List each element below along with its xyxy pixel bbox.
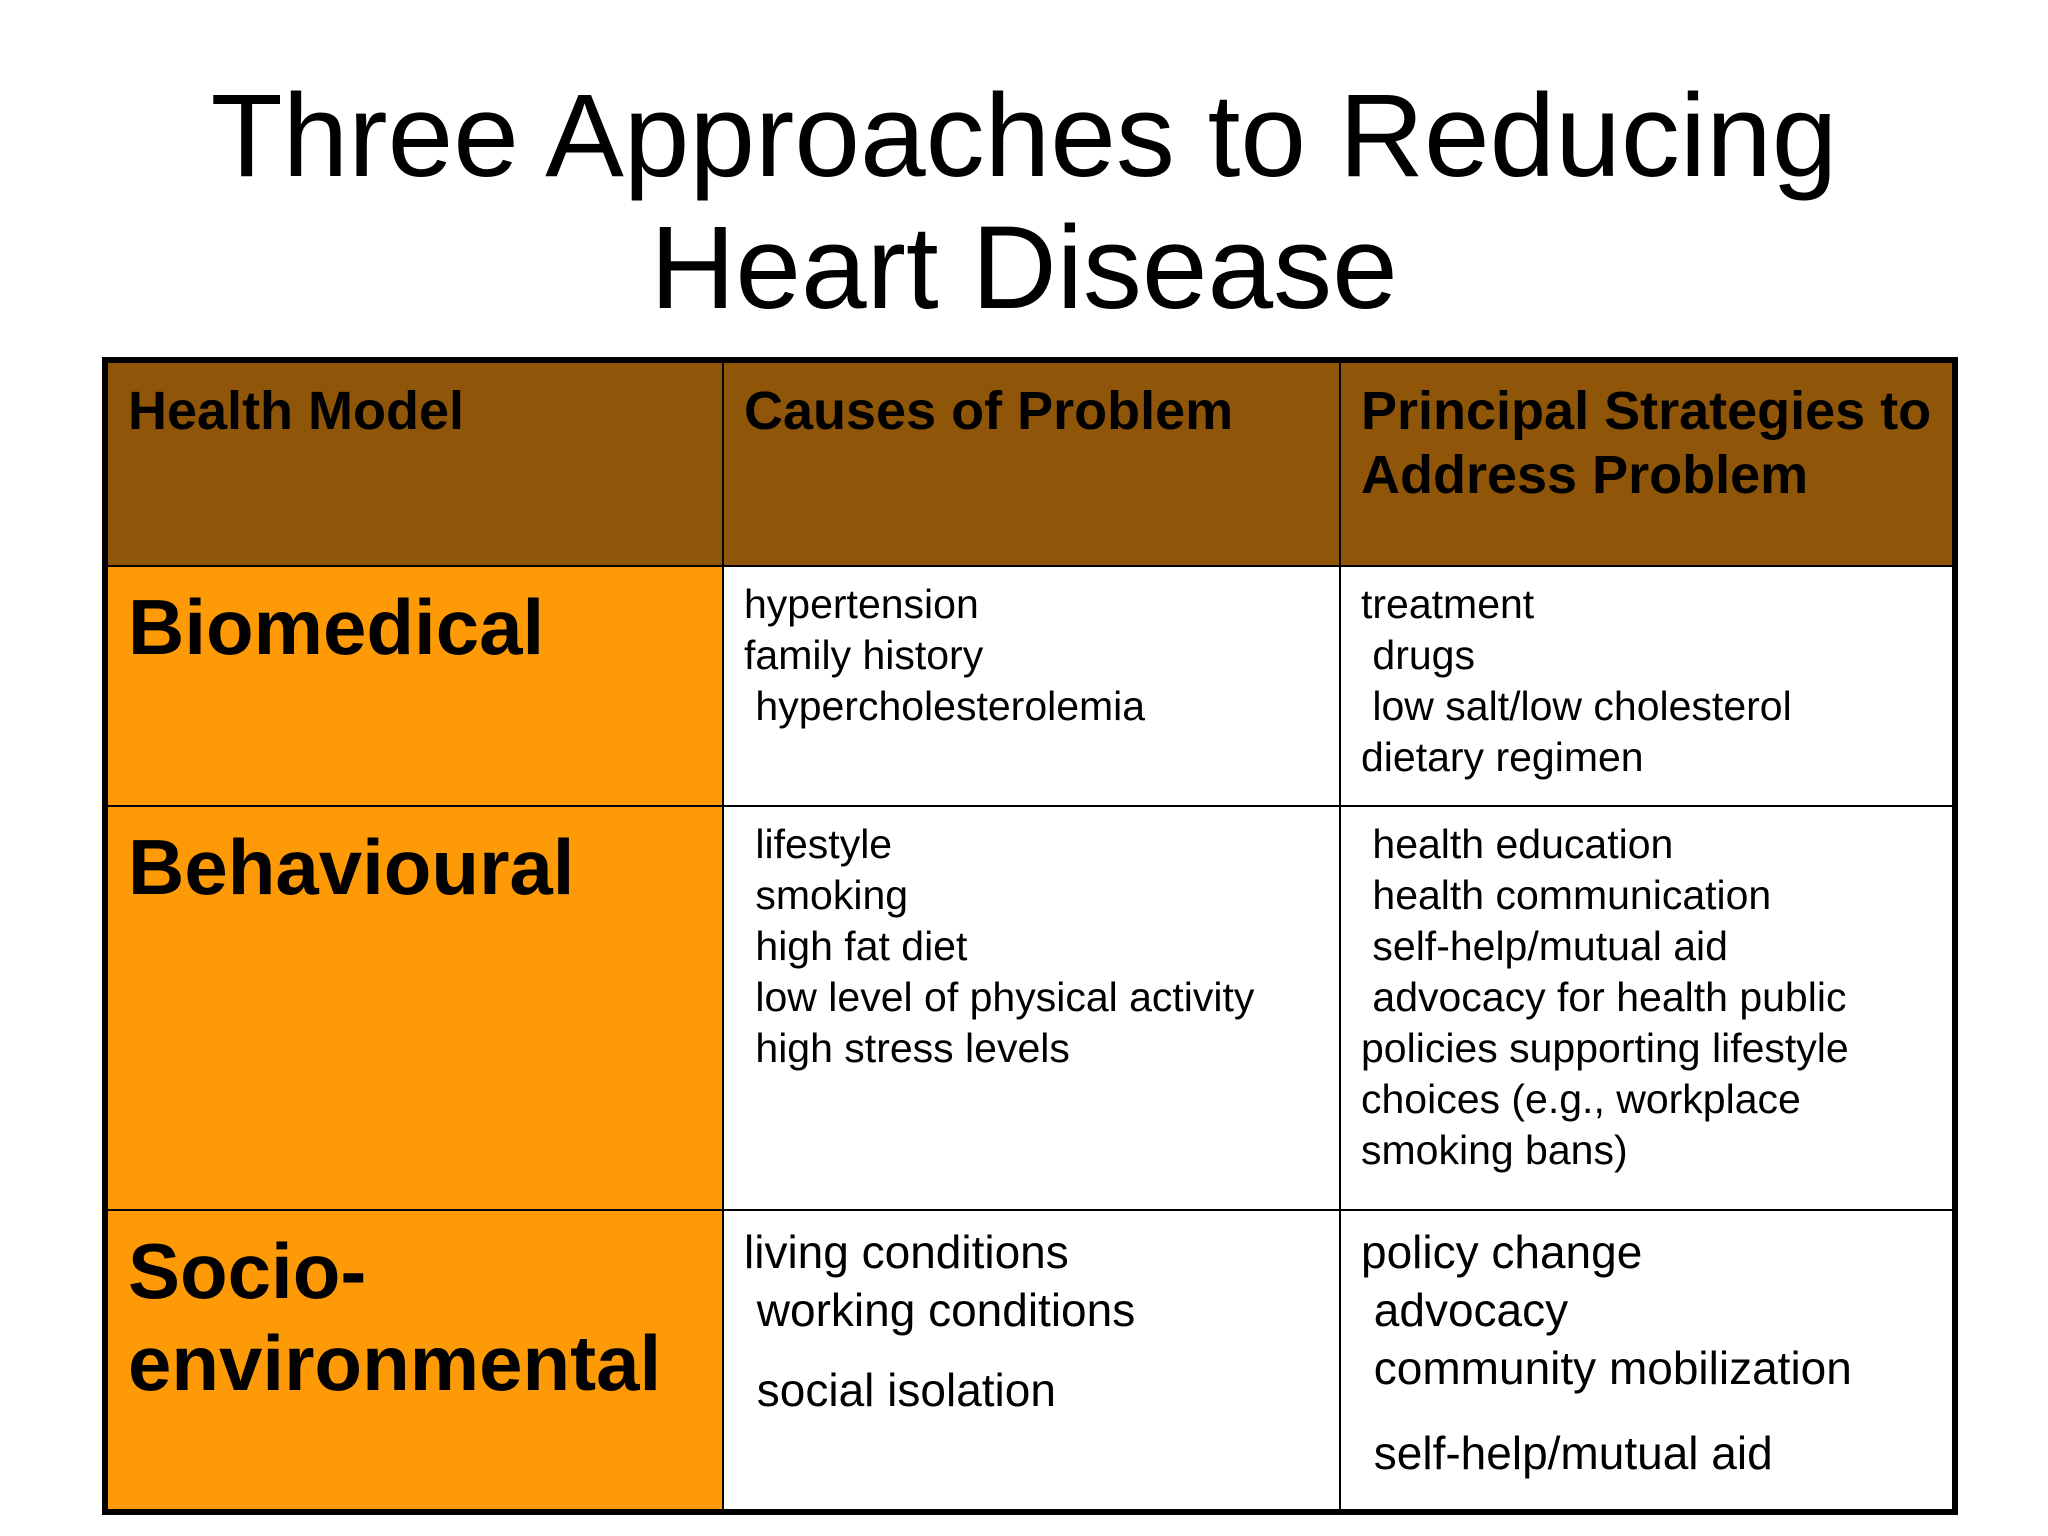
model-label-line-1: Socio- [128, 1227, 367, 1315]
model-cell-biomedical: Biomedical [105, 566, 723, 806]
strategy-item: advocacy [1361, 1284, 1569, 1336]
cause-item: smoking [744, 872, 909, 918]
cause-item: living conditions [744, 1226, 1069, 1278]
strategy-item: policy change [1361, 1226, 1643, 1278]
strategies-cell-behavioural [1340, 806, 1955, 1210]
cause-item: high fat diet [744, 923, 968, 969]
strategies-cell-biomedical [1340, 566, 1955, 806]
table-row-biomedical [105, 566, 1955, 806]
causes-cell-biomedical [723, 566, 1340, 806]
strategies-cell-socio-environmental [1340, 1210, 1955, 1512]
cause-item: lifestyle [744, 821, 893, 867]
strategy-item: policies supporting lifestyle [1361, 1025, 1849, 1071]
approaches-table [102, 357, 1958, 1515]
model-label-line-2: environmental [128, 1319, 662, 1407]
strategy-item: health education [1361, 821, 1674, 867]
strategy-item: low salt/low cholesterol [1361, 683, 1792, 729]
slide-title [0, 70, 2048, 334]
cause-item: hypercholesterolemia [744, 683, 1146, 729]
cause-item: social isolation [744, 1364, 1056, 1416]
strategy-item: drugs [1361, 632, 1475, 678]
causes-cell-behavioural [723, 806, 1340, 1210]
causes-cell-socio-environmental [723, 1210, 1340, 1512]
strategy-item: smoking bans) [1361, 1127, 1628, 1173]
slide-title-line-1: Three Approaches to Reducing [210, 70, 1838, 202]
strategy-item: community mobilization [1361, 1342, 1852, 1394]
header-causes: Causes of Problem [723, 360, 1340, 566]
strategy-item: advocacy for health public [1361, 974, 1847, 1020]
cause-item: working conditions [744, 1284, 1136, 1336]
slide-title-line-2: Heart Disease [650, 202, 1398, 334]
cause-item: high stress levels [744, 1025, 1070, 1071]
strategy-item: dietary regimen [1361, 734, 1644, 780]
strategy-item: treatment [1361, 581, 1535, 627]
cause-item: hypertension [744, 581, 979, 627]
model-cell-socio-environmental [105, 1210, 723, 1512]
table-row-socio-environmental [105, 1210, 1955, 1512]
header-strategies: Principal Strategies to Address Problem [1340, 360, 1955, 566]
strategy-item: self-help/mutual aid [1361, 1427, 1773, 1479]
cause-item: low level of physical activity [744, 974, 1255, 1020]
table-header-row [105, 360, 1955, 566]
header-health-model: Health Model [105, 360, 723, 566]
cause-item: family history [744, 632, 984, 678]
table-row-behavioural [105, 806, 1955, 1210]
model-cell-behavioural: Behavioural [105, 806, 723, 1210]
strategy-item: self-help/mutual aid [1361, 923, 1728, 969]
strategy-item: health communication [1361, 872, 1772, 918]
strategy-item: choices (e.g., workplace [1361, 1076, 1801, 1122]
